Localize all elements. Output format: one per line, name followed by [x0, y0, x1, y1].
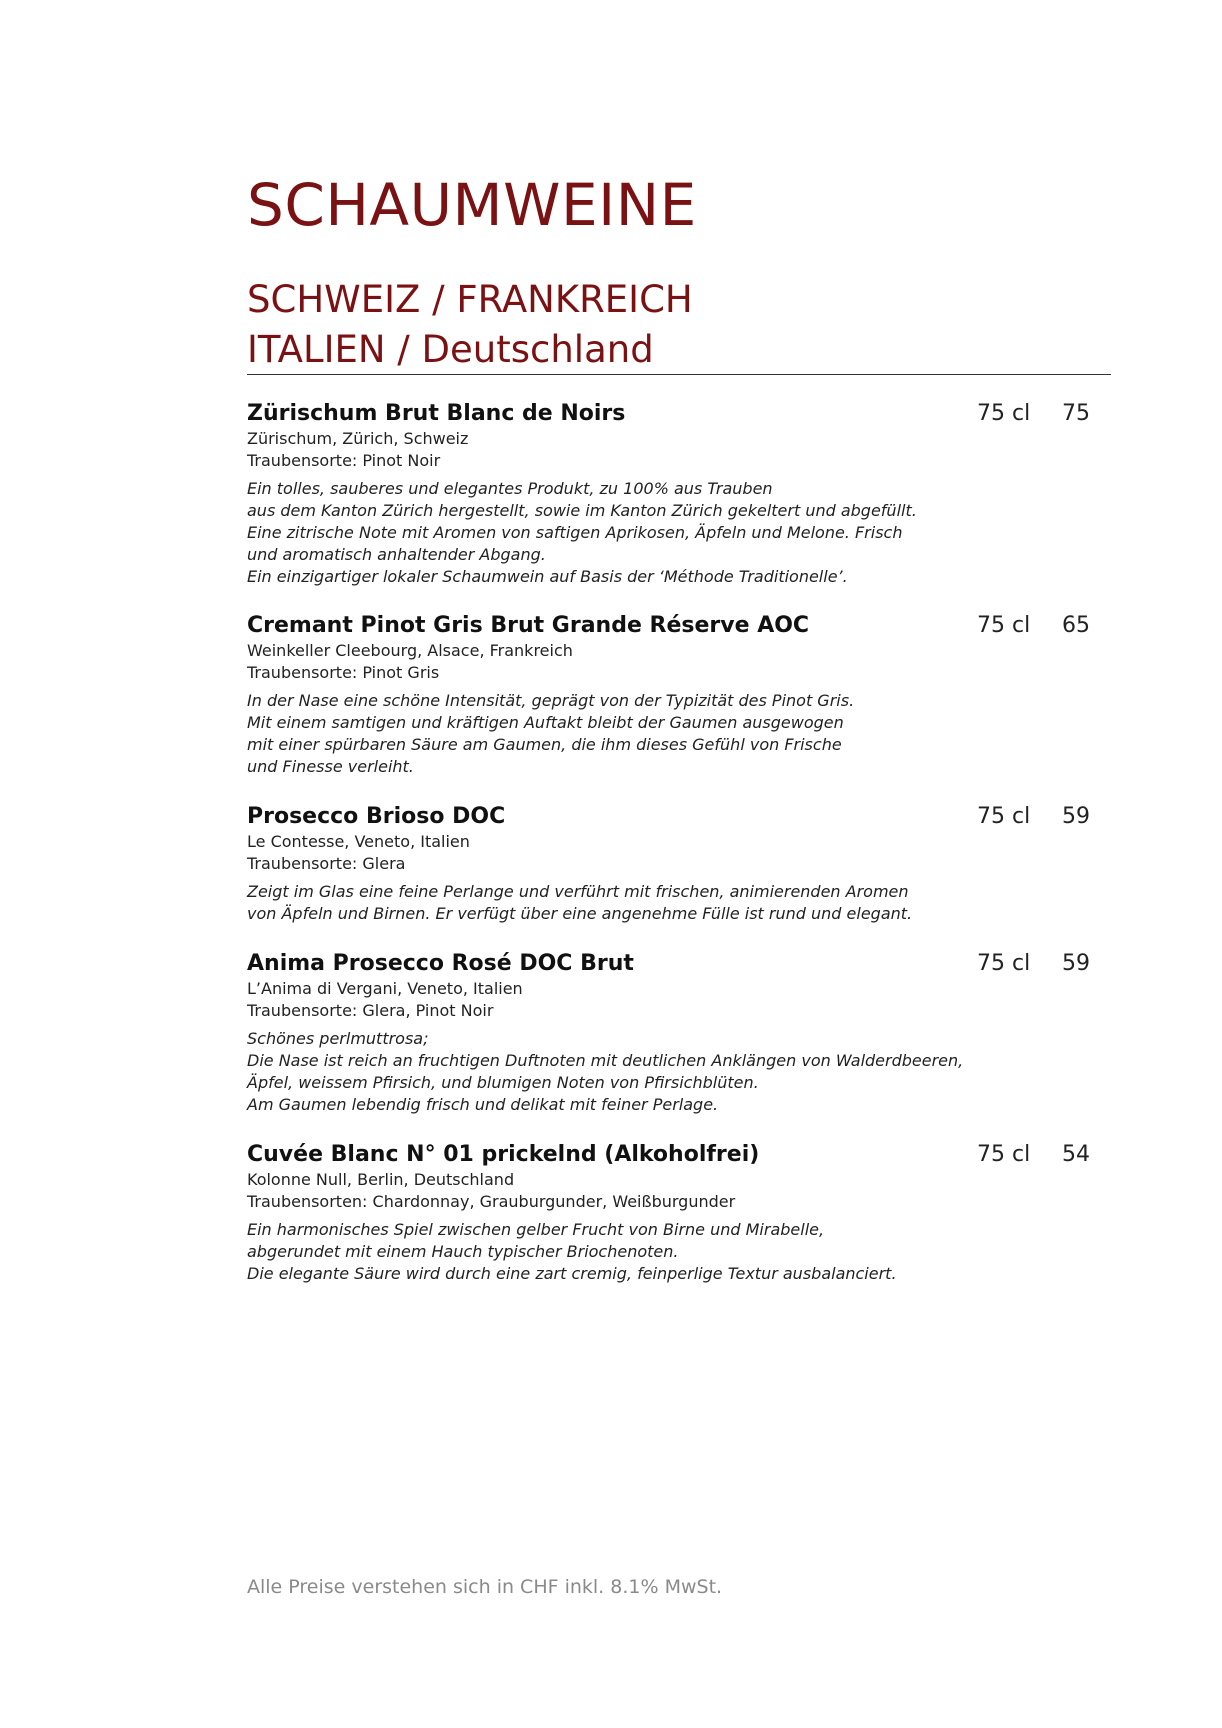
wine-description	[247, 1028, 1111, 1116]
wine-description-line: Ein tolles, sauberes und elegantes Produkt, zu 100% aus Trauben	[247, 479, 773, 498]
wine-description-line: und Finesse verleiht.	[247, 757, 414, 776]
wine-description-line: Zeigt im Glas eine feine Perlange und verführt mit frischen, animierenden Aromen	[247, 882, 909, 901]
wine-name: Cuvée Blanc N° 01 prickelnd (Alkoholfrei)	[247, 1142, 760, 1167]
wine-name: Anima Prosecco Rosé DOC Brut	[247, 951, 634, 976]
wine-origin: Le Contesse, Veneto, Italien	[247, 832, 470, 851]
wine-price: 59	[1062, 951, 1090, 976]
wine-grapes: Traubensorten: Chardonnay, Grauburgunder, Weißburgunder	[247, 1192, 736, 1211]
wine-bottle-size: 75 cl	[977, 613, 1031, 638]
wine-entry	[247, 950, 1111, 1116]
wine-bottle-size: 75 cl	[977, 951, 1031, 976]
wine-origin: Zürischum, Zürich, Schweiz	[247, 429, 469, 448]
region-subtitle-line-2: ITALIEN / Deutschland	[247, 328, 654, 371]
wine-description	[247, 690, 1111, 778]
header-divider	[247, 374, 1111, 375]
wine-description-line: Ein einzigartiger lokaler Schaumwein auf Basis der ‘Méthode Traditionelle’.	[247, 567, 848, 586]
wine-bottle-size: 75 cl	[977, 1142, 1031, 1167]
wine-entry	[247, 612, 1111, 778]
wine-description-line: Am Gaumen lebendig frisch und delikat mit feiner Perlage.	[247, 1095, 719, 1114]
wine-name: Zürischum Brut Blanc de Noirs	[247, 401, 626, 426]
wine-grapes: Traubensorte: Pinot Gris	[247, 663, 440, 682]
region-subtitle	[247, 275, 693, 375]
wine-price: 59	[1062, 804, 1090, 829]
region-subtitle-line-1: SCHWEIZ / FRANKREICH	[247, 278, 693, 321]
wine-description-line: In der Nase eine schöne Intensität, geprägt von der Typizität des Pinot Gris.	[247, 691, 855, 710]
wine-description-line: Äpfel, weissem Pfirsich, und blumigen Noten von Pfirsichblüten.	[247, 1073, 759, 1092]
wine-description-line: Schönes perlmuttrosa;	[247, 1029, 429, 1048]
wine-description-line: Ein harmonisches Spiel zwischen gelber Frucht von Birne und Mirabelle,	[247, 1220, 825, 1239]
wine-description	[247, 478, 1111, 588]
wine-bottle-size: 75 cl	[977, 401, 1031, 426]
wine-origin: L’Anima di Vergani, Veneto, Italien	[247, 979, 523, 998]
wine-description-line: und aromatisch anhaltender Abgang.	[247, 545, 546, 564]
page-title: SCHAUMWEINE	[247, 171, 697, 239]
wine-entry	[247, 1141, 1111, 1285]
wine-grapes: Traubensorte: Pinot Noir	[247, 451, 441, 470]
wine-description-line: Mit einem samtigen und kräftigen Auftakt bleibt der Gaumen ausgewogen	[247, 713, 844, 732]
wine-description	[247, 881, 1111, 925]
wine-description-line: Die elegante Säure wird durch eine zart cremig, feinperlige Textur ausbalanciert.	[247, 1264, 897, 1283]
wine-grapes: Traubensorte: Glera	[247, 854, 406, 873]
price-note-footer: Alle Preise verstehen sich in CHF inkl. 8.1% MwSt.	[247, 1576, 723, 1598]
wine-description-line: von Äpfeln und Birnen. Er verfügt über eine angenehme Fülle ist rund und elegant.	[247, 904, 913, 923]
wine-description-line: Eine zitrische Note mit Aromen von saftigen Aprikosen, Äpfeln und Melone. Frisch	[247, 523, 903, 542]
wine-bottle-size: 75 cl	[977, 804, 1031, 829]
wine-origin: Kolonne Null, Berlin, Deutschland	[247, 1170, 515, 1189]
wine-origin: Weinkeller Cleebourg, Alsace, Frankreich	[247, 641, 573, 660]
wine-grapes: Traubensorte: Glera, Pinot Noir	[247, 1001, 494, 1020]
wine-name: Cremant Pinot Gris Brut Grande Réserve AOC	[247, 613, 810, 638]
wine-name: Prosecco Brioso DOC	[247, 804, 506, 829]
wine-price: 54	[1062, 1142, 1090, 1167]
wine-description-line: mit einer spürbaren Säure am Gaumen, die ihm dieses Gefühl von Frische	[247, 735, 842, 754]
wine-description-line: aus dem Kanton Zürich hergestellt, sowie im Kanton Zürich gekeltert und abgefüllt.	[247, 501, 917, 520]
wine-description-line: Die Nase ist reich an fruchtigen Duftnoten mit deutlichen Anklängen von Walderdbeeren,	[247, 1051, 964, 1070]
wine-price: 75	[1062, 401, 1090, 426]
wine-price: 65	[1062, 613, 1090, 638]
wine-entry	[247, 400, 1111, 588]
wine-description-line: abgerundet mit einem Hauch typischer Briochenoten.	[247, 1242, 679, 1261]
wine-description	[247, 1219, 1111, 1285]
wine-entry	[247, 803, 1111, 925]
